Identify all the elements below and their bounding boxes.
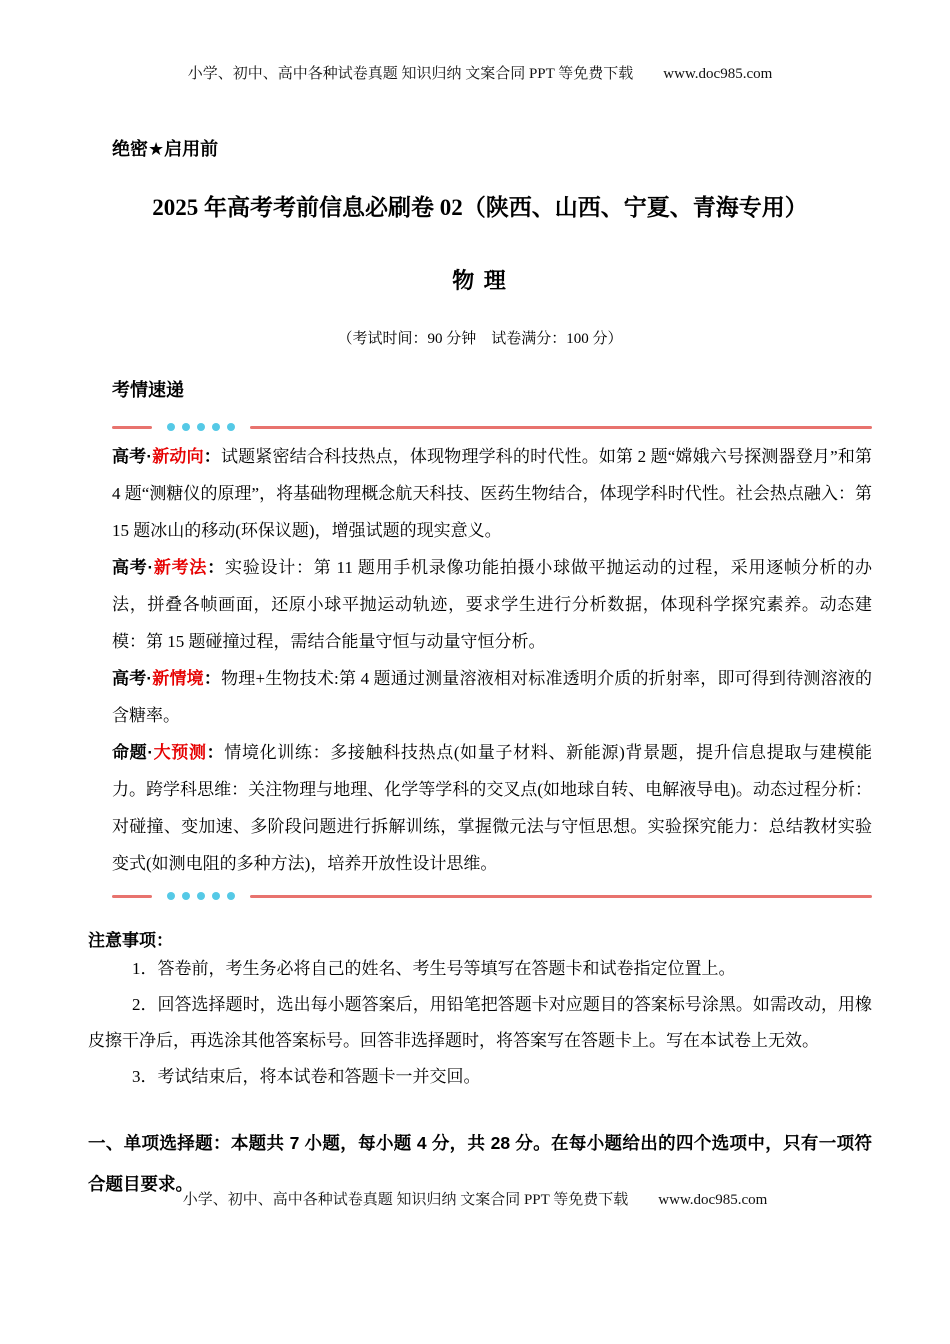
kaoqing-item-prediction [112,734,872,882]
kaoqing-item-trend [112,438,872,549]
subject-title: 物 理 [452,268,508,293]
divider-dot-icon [167,423,175,431]
divider-dot-icon [197,892,205,900]
kaoqing-item-context [112,660,872,734]
site-header-text: 小学、初中、高中各种试卷真题 知识归纳 文案合同 PPT 等免费下载 [187,66,634,82]
kaoqing-item-tag: 新动向 [152,447,204,466]
note-item-3: 3．考试结束后，将本试卷和答题卡一并交回。 [132,1067,481,1086]
kaoqing-item-text: 试题紧密结合科技热点，体现物理学科的时代性。如第 2 题“嫦娥六号探测器登月”和第 4 题“测糖仪的原理”，将基础物理概念航天科技、医药生物结合，体现学科时代性。社会热点融入：第 15 题冰山的移动(环保议题)，增强试题的现实意义。 [112,447,873,540]
kaoqing-item-text: 情境化训练：多接触科技热点(如量子材料、新能源)背景题，提升信息提取与建模能力。跨学科思维：关注物理与地理、化学等学科的交叉点(如地球自转、电解液导电)。动态过程分析：对碰撞、变加速、多阶段问题进行拆解训练，掌握微元法与守恒思想。实验探究能力：总结教材实验变式(如测电阻的多种方法)，培养开放性设计思维。 [112,743,873,873]
kaoqing-item-colon: ： [207,558,225,577]
divider-top [112,423,872,431]
kaoqing-item-tag: 新考法 [153,558,208,577]
kaoqing-item-colon: ： [206,743,225,762]
divider-dot-icon [212,423,220,431]
divider-dots [167,423,235,431]
exam-info-line: （考试时间：90 分钟 试卷满分：100 分） [337,331,623,347]
site-header [88,62,872,83]
divider-line-short [112,895,152,898]
divider-line-long [250,426,872,429]
kaoqing-item-text: 实验设计：第 11 题用手机录像功能拍摄小球做平抛运动的过程，采用逐帧分析的办法，拼叠各帧画面，还原小球平抛运动轨迹，要求学生进行分析数据，体现科学探究素养。动态建模：第 15 题碰撞过程，需结合能量守恒与动量守恒分析。 [112,558,873,651]
divider-dot-icon [167,892,175,900]
kaoqing-item-tag: 新情境 [152,669,204,688]
kaoqing-item-method [112,549,872,660]
divider-dot-icon [227,892,235,900]
site-header-url: www.doc985.com [663,66,773,82]
divider-dot-icon [227,423,235,431]
site-footer-text: 小学、初中、高中各种试卷真题 知识归纳 文案合同 PPT 等免费下载 [182,1192,629,1208]
kaoqing-item-colon: ： [203,669,222,688]
kaoqing-item-tag: 大预测 [152,743,207,762]
divider-line-short [112,426,152,429]
site-footer-url: www.doc985.com [658,1192,768,1208]
paper-title: 2025 年高考考前信息必刷卷 02（陕西、山西、宁夏、青海专用） [152,195,808,220]
divider-dots [167,892,235,900]
divider-dot-icon [212,892,220,900]
kaoqing-item-prefix: 高考· [112,669,153,688]
kaoqing-body [112,438,872,882]
notes-heading: 注意事项： [88,931,173,950]
note-item-1: 1．答卷前，考生务必将自己的姓名、考生号等填写在答题卡和试卷指定位置上。 [132,959,736,978]
divider-dot-icon [182,892,190,900]
kaoqing-item-prefix: 高考· [112,558,154,577]
section-one-heading: 一、单项选择题：本题共 7 小题，每小题 4 分，共 28 分。在每小题给出的四个选项中，只有一项符合题目要求。 [88,1133,872,1194]
divider-dot-icon [182,423,190,431]
kaoqing-heading: 考情速递 [112,380,184,400]
note-item-2: 2．回答选择题时，选出每小题答案后，用铅笔把答题卡对应题目的答案标号涂黑。如需改动，用橡皮擦干净后，再选涂其他答案标号。回答非选择题时，将答案写在答题卡上。写在本试卷上无效。 [88,995,872,1050]
site-footer [0,1188,950,1209]
divider-dot-icon [197,423,205,431]
kaoqing-item-prefix: 命题· [112,743,153,762]
divider-line-long [250,895,872,898]
kaoqing-item-prefix: 高考· [112,447,153,466]
divider-bottom [112,892,872,900]
confidential-label: 绝密★启用前 [112,139,219,159]
kaoqing-item-colon: ： [203,447,221,466]
kaoqing-item-text: 物理+生物技术:第 4 题通过测量溶液相对标准透明介质的折射率，即可得到待测溶液的含糖率。 [112,669,873,725]
